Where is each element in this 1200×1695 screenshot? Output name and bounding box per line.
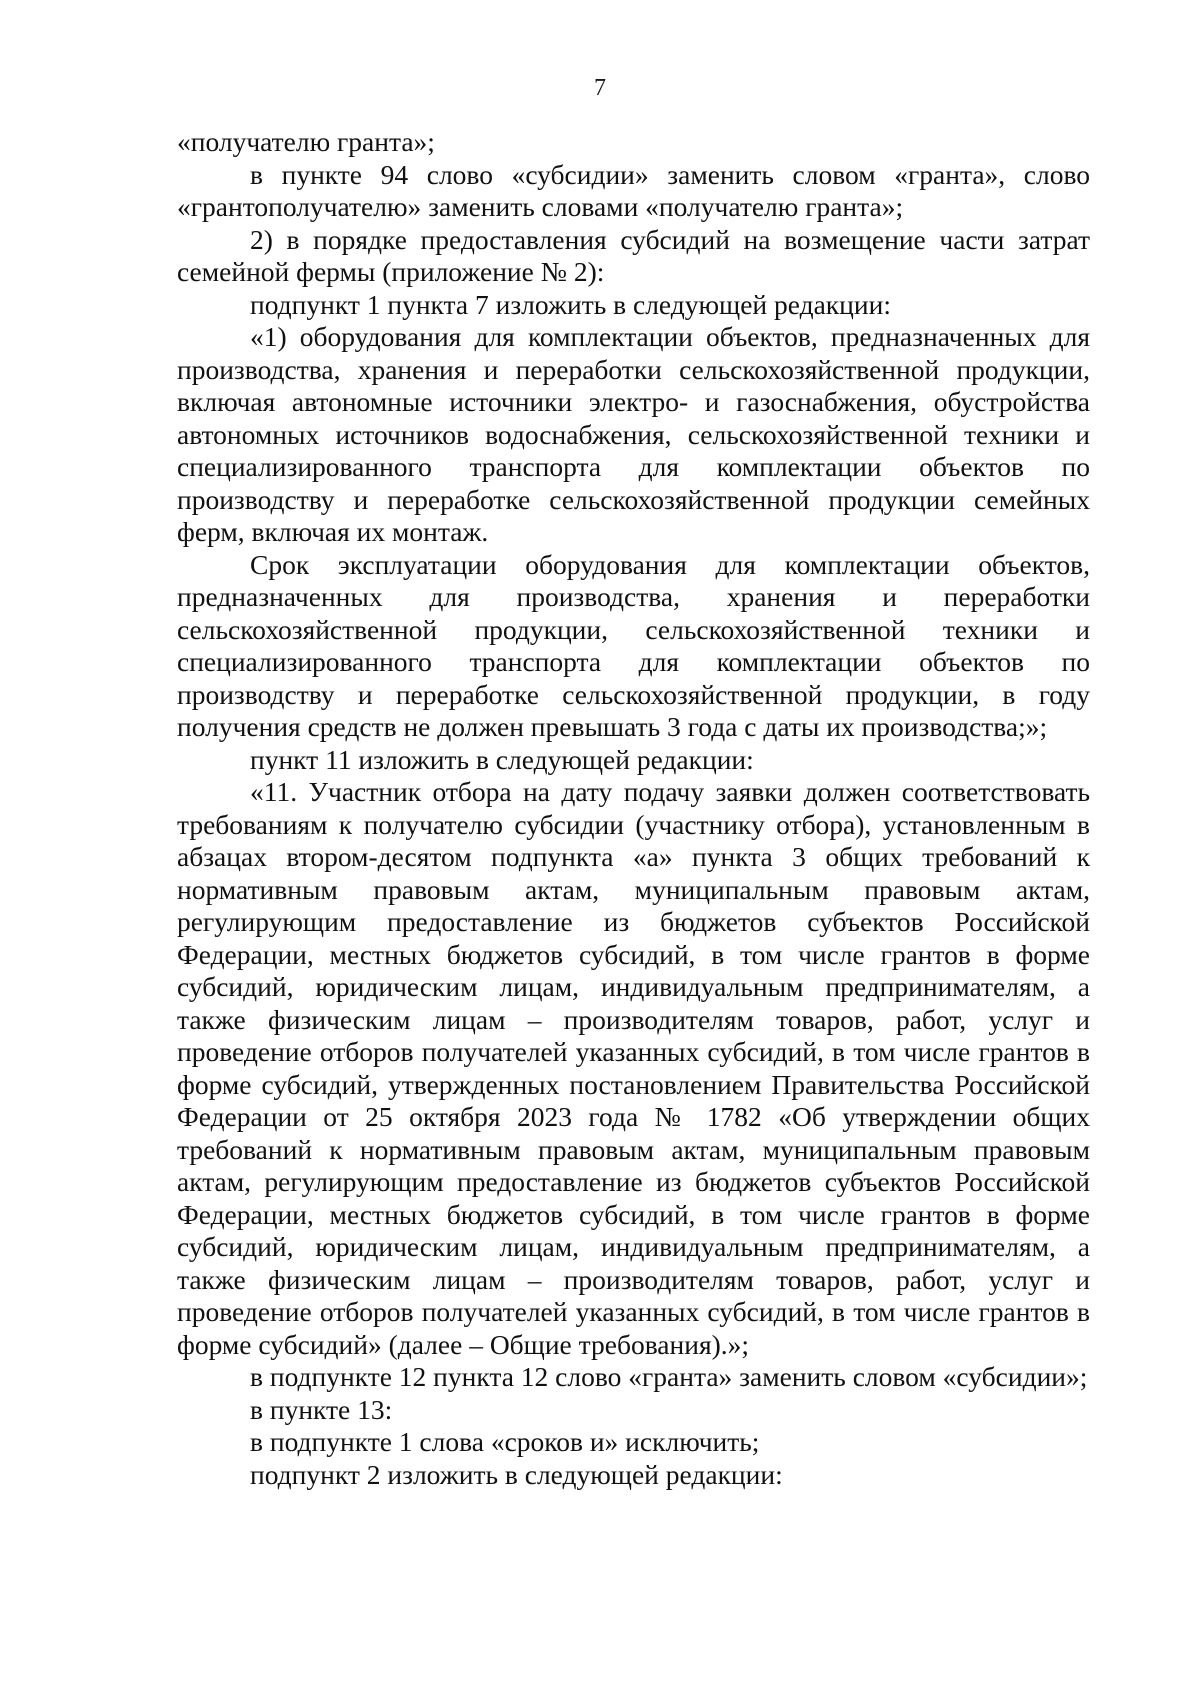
paragraph-service-life: Срок эксплуатации оборудования для комплектации объектов, предназначенных для производства, хранения и переработки сельскохозяйственной продукции, сельскохозяйственной техники и специализированного транспорта для комплектации объектов по производству и переработке сельскохозяйственной продукции, в году получения средств не должен превышать 3 года с даты их производства;»; [177,548,1090,742]
paragraph-item-94: в пункте 94 слово «субсидии» заменить словом «гранта», слово «грантополучателю» заменить словами «получателю гранта»; [177,158,1090,222]
paragraph-item-11-intro: пункт 11 изложить в следующей редакции: [250,743,754,775]
paragraph-item-11: «11. Участник отбора на дату подачу заявки должен соответствовать требованиям к получателю субсидии (участнику отбора), установленным в абзацах втором-десятом подпункта «а» пункта 3 общих требований к нормативным правовым актам, муниципальным правовым актам, регулирующим предоставление из бюджетов субъектов Российской Федерации, местных бюджетов субсидий, в том числе грантов в форме субсидий, юридическим лицам, индивидуальным предпринимателям, а также физическим лицам – производителям товаров, работ, услуг и проведение отборов получателей указанных субсидий, в том числе грантов в форме субсидий, утвержденных постановлением Правительства Российской Федерации от 25 октября 2023 года № 1782 «Об утверждении общих требований к нормативным правовым актам, муниципальным правовым актам, регулирующим предоставление из бюджетов субъектов Российской Федерации, местных бюджетов субсидий, в том числе грантов в форме субсидий, юридическим лицам, индивидуальным предпринимателям, а также физическим лицам – производителям товаров, работ, услуг и проведение отборов получателей указанных субсидий, в том числе грантов в форме субсидий» (далее – Общие требования).»; [177,776,1090,1360]
page-number: 7 [594,75,606,101]
paragraph-continuation: «получателю гранта»; [177,126,435,157]
paragraph-subitem-12: в подпункте 12 пункта 12 слово «гранта» заменить словом «субсидии»; [250,1361,1088,1392]
paragraph-subitem-1-item-7: подпункт 1 пункта 7 изложить в следующей редакции: [250,288,891,320]
paragraph-section-2: 2) в порядке предоставления субсидий на возмещение части затрат семейной фермы (приложение № 2): [177,223,1090,287]
paragraph-item-13: в пункте 13: [250,1393,393,1425]
paragraph-subitem-2: подпункт 2 изложить в следующей редакции: [250,1458,783,1490]
document-body [177,126,1090,1491]
paragraph-subitem-1: в подпункте 1 слова «сроков и» исключить; [250,1426,760,1457]
paragraph-equipment: «1) оборудования для комплектации объектов, предназначенных для производства, хранения и переработки сельскохозяйственной продукции, включая автономные источники электро- и газоснабжения, обустройства автономных источников водоснабжения, сельскохозяйственной техники и специализированного транспорта для комплектации объектов по производству и переработке сельскохозяйственной продукции семейных ферм, включая их монтаж. [177,321,1090,547]
